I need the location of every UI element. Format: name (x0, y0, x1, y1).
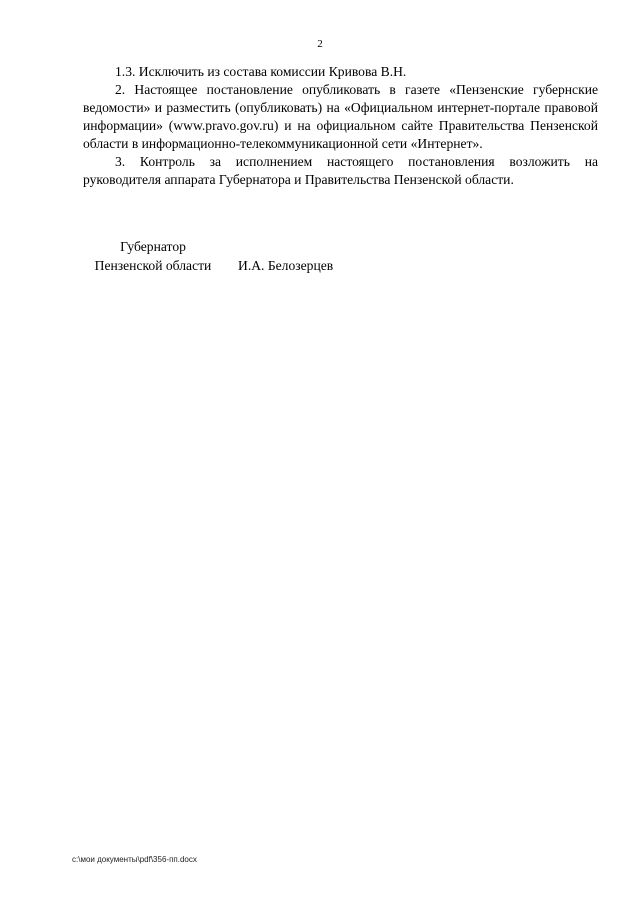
signature-block (78, 237, 334, 275)
paragraph-1-3: 1.3. Исключить из состава комиссии Кривова В.Н. (115, 64, 407, 79)
signatory-name: И.А. Белозерцев (238, 258, 334, 273)
paragraph-3: 3. Контроль за исполнением настоящего постановления возложить на руководителя аппарата Губернатора и Правительства Пензенской области. (83, 154, 598, 187)
signatory-position-line-2: Пензенской области (94, 258, 212, 273)
page-number: 2 (317, 38, 323, 50)
signatory-position (78, 237, 228, 275)
paragraph-2: 2. Настоящее постановление опубликовать в газете «Пензенские губернские ведомости» и разместить (опубликовать) на «Официальном интернет-портале правовой информации» (www.pravo.gov.ru) и на официальном сайте Правительства Пензенской области в информационно-телекоммуникационной сети «Интернет». (83, 82, 598, 151)
signatory-position-line-1: Губернатор (120, 239, 186, 254)
document-body (83, 63, 598, 189)
footer-file-path: c:\мои документы\pdf\356-пп.docx (72, 855, 197, 864)
